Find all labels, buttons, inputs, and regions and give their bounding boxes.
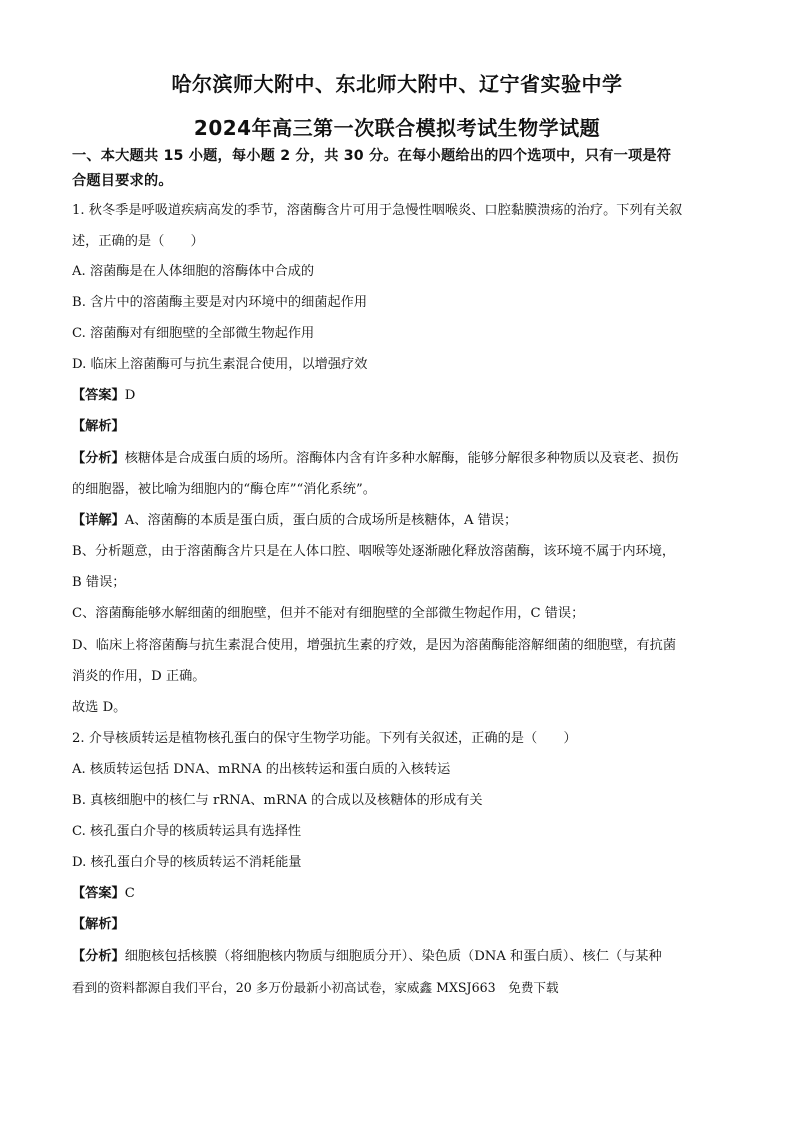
page-footer-note: 看到的资料都源自我们平台，20 多万份最新小初高试卷，家威鑫 MXSJ663 免费下载	[72, 980, 559, 995]
q1-xiangjie-a-text: A、溶菌酶的本质是蛋白质，蛋白质的合成场所是核糖体，A 错误；	[124, 513, 518, 528]
q1-xiangjie-tag: 【详解】	[72, 513, 125, 528]
document-title-line1: 哈尔滨师大附中、东北师大附中、辽宁省实验中学	[171, 72, 623, 96]
q1-fenxi-text: 核糖体是合成蛋白质的场所。溶酶体内含有许多种水解酶，能够分解很多种物质以及衰老、损伤	[124, 451, 679, 466]
q1-stem-line2: 述，正确的是（ ）	[72, 234, 204, 249]
q1-analysis-tag: 【解析】	[72, 419, 125, 434]
q1-option-c: C. 溶菌酶对有细胞壁的全部微生物起作用	[72, 326, 315, 341]
q2-option-c: C. 核孔蛋白介导的核质转运具有选择性	[72, 824, 302, 839]
q1-answer	[72, 386, 724, 406]
q1-xiangjie-d-line2: 消炎的作用，D 正确。	[72, 669, 206, 684]
q2-stem: 2. 介导核质转运是植物核孔蛋白的保守生物学功能。下列有关叙述，正确的是（ ）	[72, 731, 577, 746]
q1-option-a: A. 溶菌酶是在人体细胞的溶酶体中合成的	[72, 264, 315, 279]
q2-fenxi-text: 细胞核包括核膜（将细胞核内物质与细胞质分开）、染色质（DNA 和蛋白质）、核仁（与某种	[124, 949, 662, 964]
q1-xiangjie-c: C、溶菌酶能够水解细菌的细胞壁，但并不能对有细胞壁的全部微生物起作用，C 错误；	[72, 606, 585, 621]
q2-option-b: B. 真核细胞中的核仁与 rRNA、mRNA 的合成以及核糖体的形成有关	[72, 793, 483, 808]
q1-xiangjie-b-line1: B、分析题意，由于溶菌酶含片只是在人体口腔、咽喉等处逐渐融化释放溶菌酶，该环境不属于内环境，	[72, 544, 676, 559]
document-title-line2: 2024年高三第一次联合模拟考试生物学试题	[193, 116, 601, 140]
q1-xiangjie-b-line2: B 错误；	[72, 575, 126, 590]
q2-answer-value: C	[124, 886, 135, 901]
q2-option-a: A. 核质转运包括 DNA、mRNA 的出核转运和蛋白质的入核转运	[72, 762, 451, 777]
q1-xiangjie-a	[72, 511, 724, 531]
q1-fenxi-line1	[72, 449, 724, 469]
q1-answer-value: D	[124, 388, 136, 403]
q1-option-d: D. 临床上溶菌酶可与抗生素混合使用，以增强疗效	[72, 357, 368, 372]
q1-fenxi-line2: 的细胞器，被比喻为细胞内的“酶仓库”“消化系统”。	[72, 482, 376, 497]
q2-analysis-tag: 【解析】	[72, 917, 125, 932]
section-heading-line1: 一、本大题共 15 小题，每小题 2 分，共 30 分。在每小题给出的四个选项中，只有一项是符	[72, 148, 672, 164]
q1-stem-line1: 1. 秋冬季是呼吸道疾病高发的季节，溶菌酶含片可用于急慢性咽喉炎、口腔黏膜溃疡的治疗。下列有关叙	[72, 203, 683, 218]
q2-fenxi-tag: 【分析】	[72, 949, 125, 964]
q1-option-b: B. 含片中的溶菌酶主要是对内环境中的细菌起作用	[72, 295, 368, 310]
q2-fenxi-line1	[72, 947, 724, 967]
q2-answer-tag: 【答案】	[72, 886, 125, 901]
section-heading-line2: 合题目要求的。	[72, 173, 173, 189]
q1-xiangjie-d-line1: D、临床上将溶菌酶与抗生素混合使用，增强抗生素的疗效，是因为溶菌酶能溶解细菌的细胞壁，有抗菌	[72, 638, 677, 653]
q1-fenxi-tag: 【分析】	[72, 451, 125, 466]
q2-answer	[72, 884, 724, 904]
q1-answer-tag: 【答案】	[72, 388, 125, 403]
q1-conclusion: 故选 D。	[72, 700, 127, 715]
q2-option-d: D. 核孔蛋白介导的核质转运不消耗能量	[72, 855, 302, 870]
